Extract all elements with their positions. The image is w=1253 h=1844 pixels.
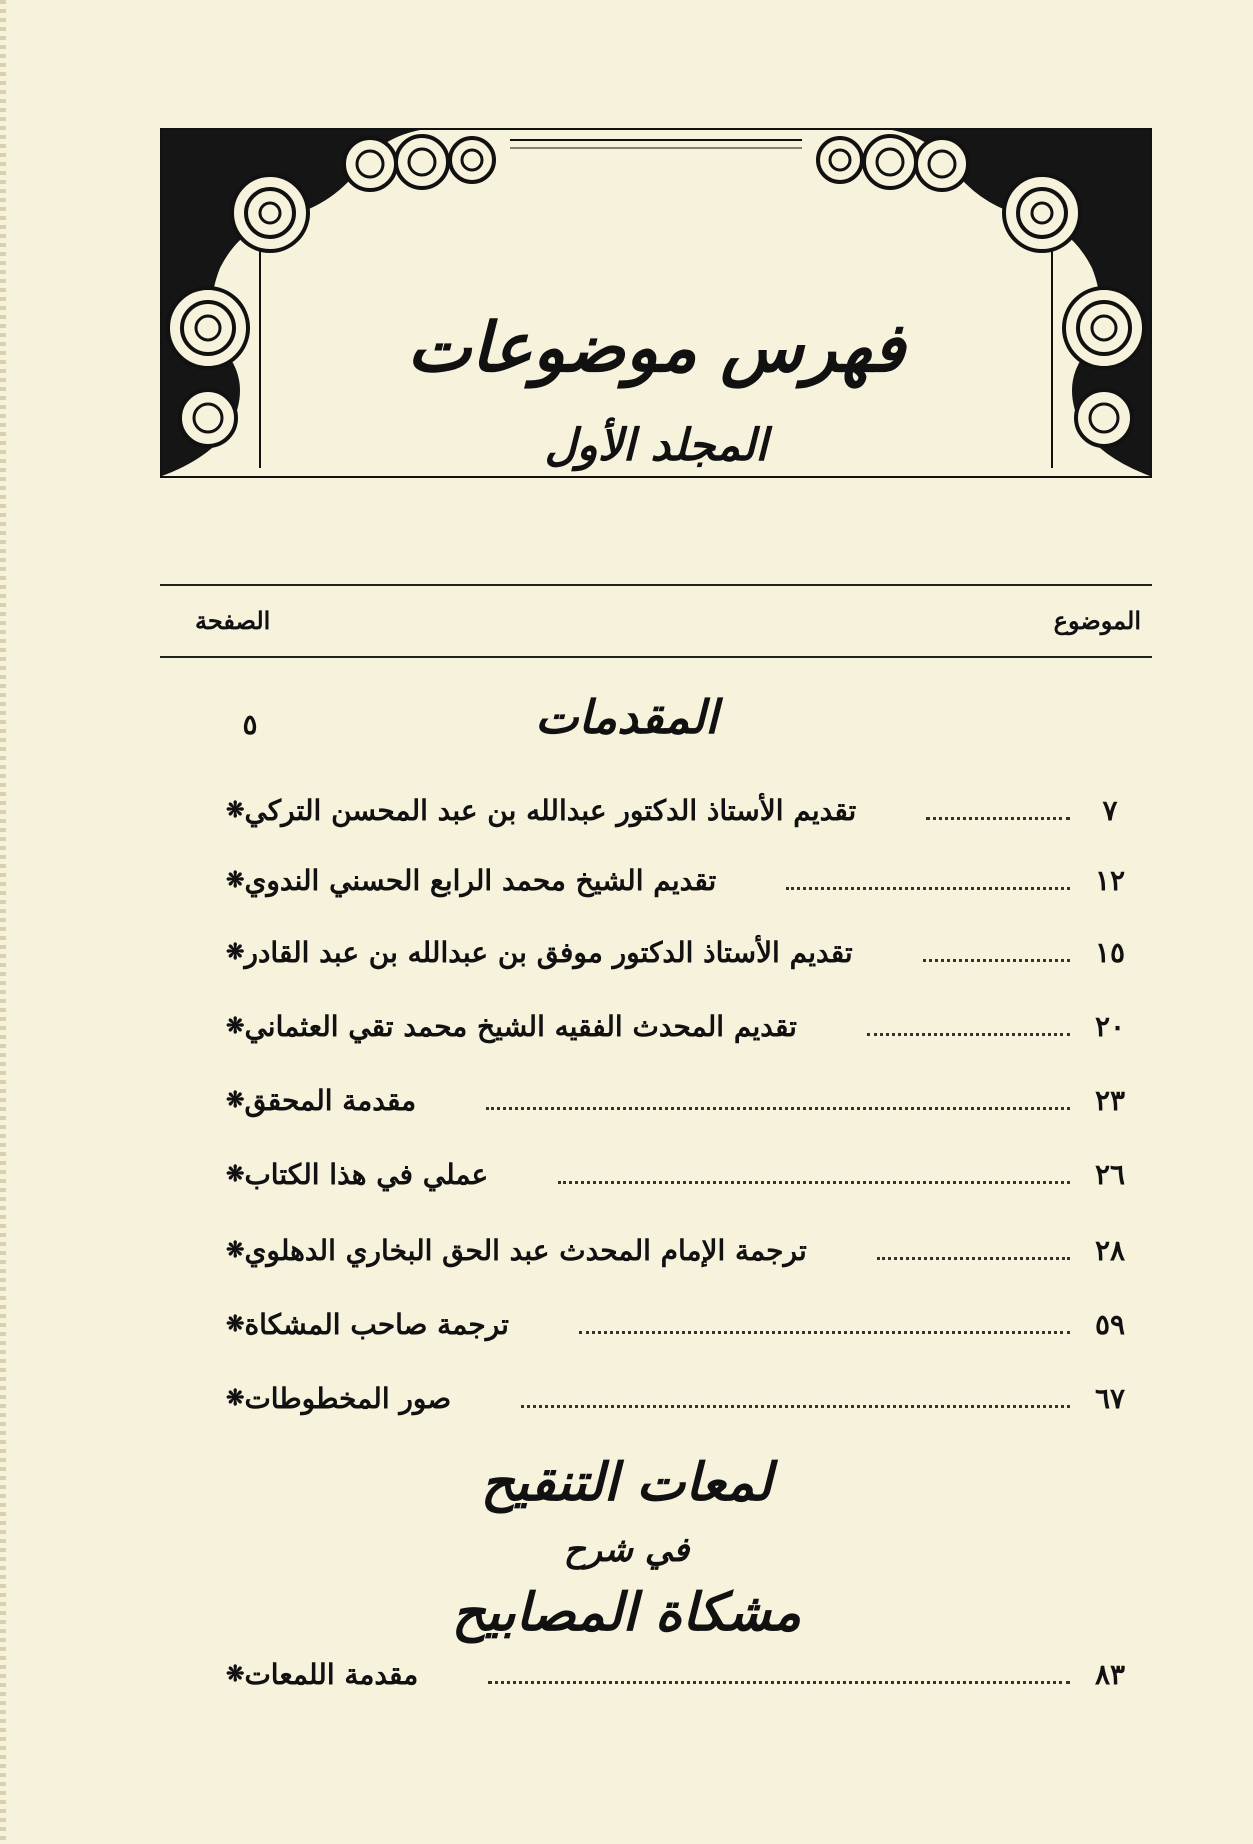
- toc-entry-title: مقدمة المحقق: [244, 1083, 417, 1117]
- page-column-header: الصفحة: [195, 606, 271, 635]
- bullet-icon: ❋: [226, 1087, 245, 1113]
- bullet-icon: ❋: [226, 1385, 245, 1411]
- toc-entry-page: ٢٣: [1094, 1083, 1126, 1117]
- leader-dots: [486, 1107, 1070, 1110]
- ornamental-header-frame: [160, 128, 1152, 478]
- toc-entry-page: ٦٧: [1094, 1381, 1126, 1415]
- topic-column-header: الموضوع: [1053, 606, 1141, 635]
- bottom-rule: [160, 656, 1152, 658]
- toc-entry-title: ترجمة الإمام المحدث عبد الحق البخاري الدهلوي: [244, 1233, 807, 1267]
- toc-entry-page: ٨٣: [1094, 1657, 1126, 1691]
- bullet-icon: ❋: [226, 1661, 245, 1687]
- leader-dots: [558, 1181, 1070, 1184]
- index-title: فهرس موضوعات: [407, 308, 905, 388]
- bullet-icon: ❋: [226, 867, 245, 893]
- toc-entry-title: مقدمة اللمعات: [244, 1657, 419, 1691]
- book-title-line2: في شرح: [563, 1530, 690, 1570]
- section-heading-introductions: المقدمات: [535, 690, 718, 744]
- toc-entry[interactable]: [220, 788, 1140, 832]
- volume-title: المجلد الأول: [544, 420, 768, 471]
- leader-dots: [786, 887, 1070, 890]
- leader-dots: [579, 1331, 1070, 1334]
- toc-entry-title: تقديم المحدث الفقيه الشيخ محمد تقي العثماني: [244, 1009, 797, 1043]
- toc-entry-page: ١٢: [1094, 863, 1126, 897]
- toc-entry[interactable]: [220, 1004, 1140, 1048]
- toc-entry-page: ٥٩: [1094, 1307, 1126, 1341]
- toc-entry-title: صور المخطوطات: [244, 1381, 452, 1415]
- toc-entry[interactable]: [220, 1302, 1140, 1346]
- toc-entry[interactable]: [220, 1152, 1140, 1196]
- book-title-line1: لمعات التنقيح: [480, 1452, 773, 1513]
- toc-entry-page: ٢٨: [1094, 1233, 1126, 1267]
- toc-entry-title: تقديم الأستاذ الدكتور عبدالله بن عبد المحسن التركي: [244, 793, 857, 827]
- toc-entry[interactable]: [220, 930, 1140, 974]
- toc-entry[interactable]: [220, 858, 1140, 902]
- toc-entry-page: ٧: [1102, 793, 1118, 827]
- toc-entry-title: تقديم الشيخ محمد الرابع الحسني الندوي: [244, 863, 717, 897]
- toc-entry-title: ترجمة صاحب المشكاة: [244, 1307, 509, 1341]
- leader-dots: [521, 1405, 1070, 1408]
- bullet-icon: ❋: [226, 1311, 245, 1337]
- toc-entry-title: تقديم الأستاذ الدكتور موفق بن عبدالله بن عبد القادر: [244, 935, 853, 969]
- toc-entry[interactable]: [220, 1228, 1140, 1272]
- bullet-icon: ❋: [226, 939, 245, 965]
- bullet-icon: ❋: [226, 1013, 245, 1039]
- toc-entry-page: ٢٠: [1094, 1009, 1126, 1043]
- toc-entry[interactable]: [220, 1652, 1140, 1696]
- section-page-number: ٥: [242, 708, 258, 741]
- toc-entry-title: عملي في هذا الكتاب: [244, 1157, 489, 1191]
- leader-dots: [923, 959, 1070, 962]
- toc-entry-page: ١٥: [1094, 935, 1126, 969]
- toc-entry[interactable]: [220, 1078, 1140, 1122]
- top-rule: [160, 584, 1152, 586]
- leader-dots: [867, 1033, 1070, 1036]
- toc-entry[interactable]: [220, 1376, 1140, 1420]
- leader-dots: [926, 817, 1070, 820]
- leader-dots: [488, 1681, 1070, 1684]
- book-title-line3: مشكاة المصابيح: [451, 1582, 802, 1643]
- leader-dots: [877, 1257, 1070, 1260]
- bullet-icon: ❋: [226, 1161, 245, 1187]
- bullet-icon: ❋: [226, 797, 245, 823]
- toc-entry-page: ٢٦: [1094, 1157, 1126, 1191]
- bullet-icon: ❋: [226, 1237, 245, 1263]
